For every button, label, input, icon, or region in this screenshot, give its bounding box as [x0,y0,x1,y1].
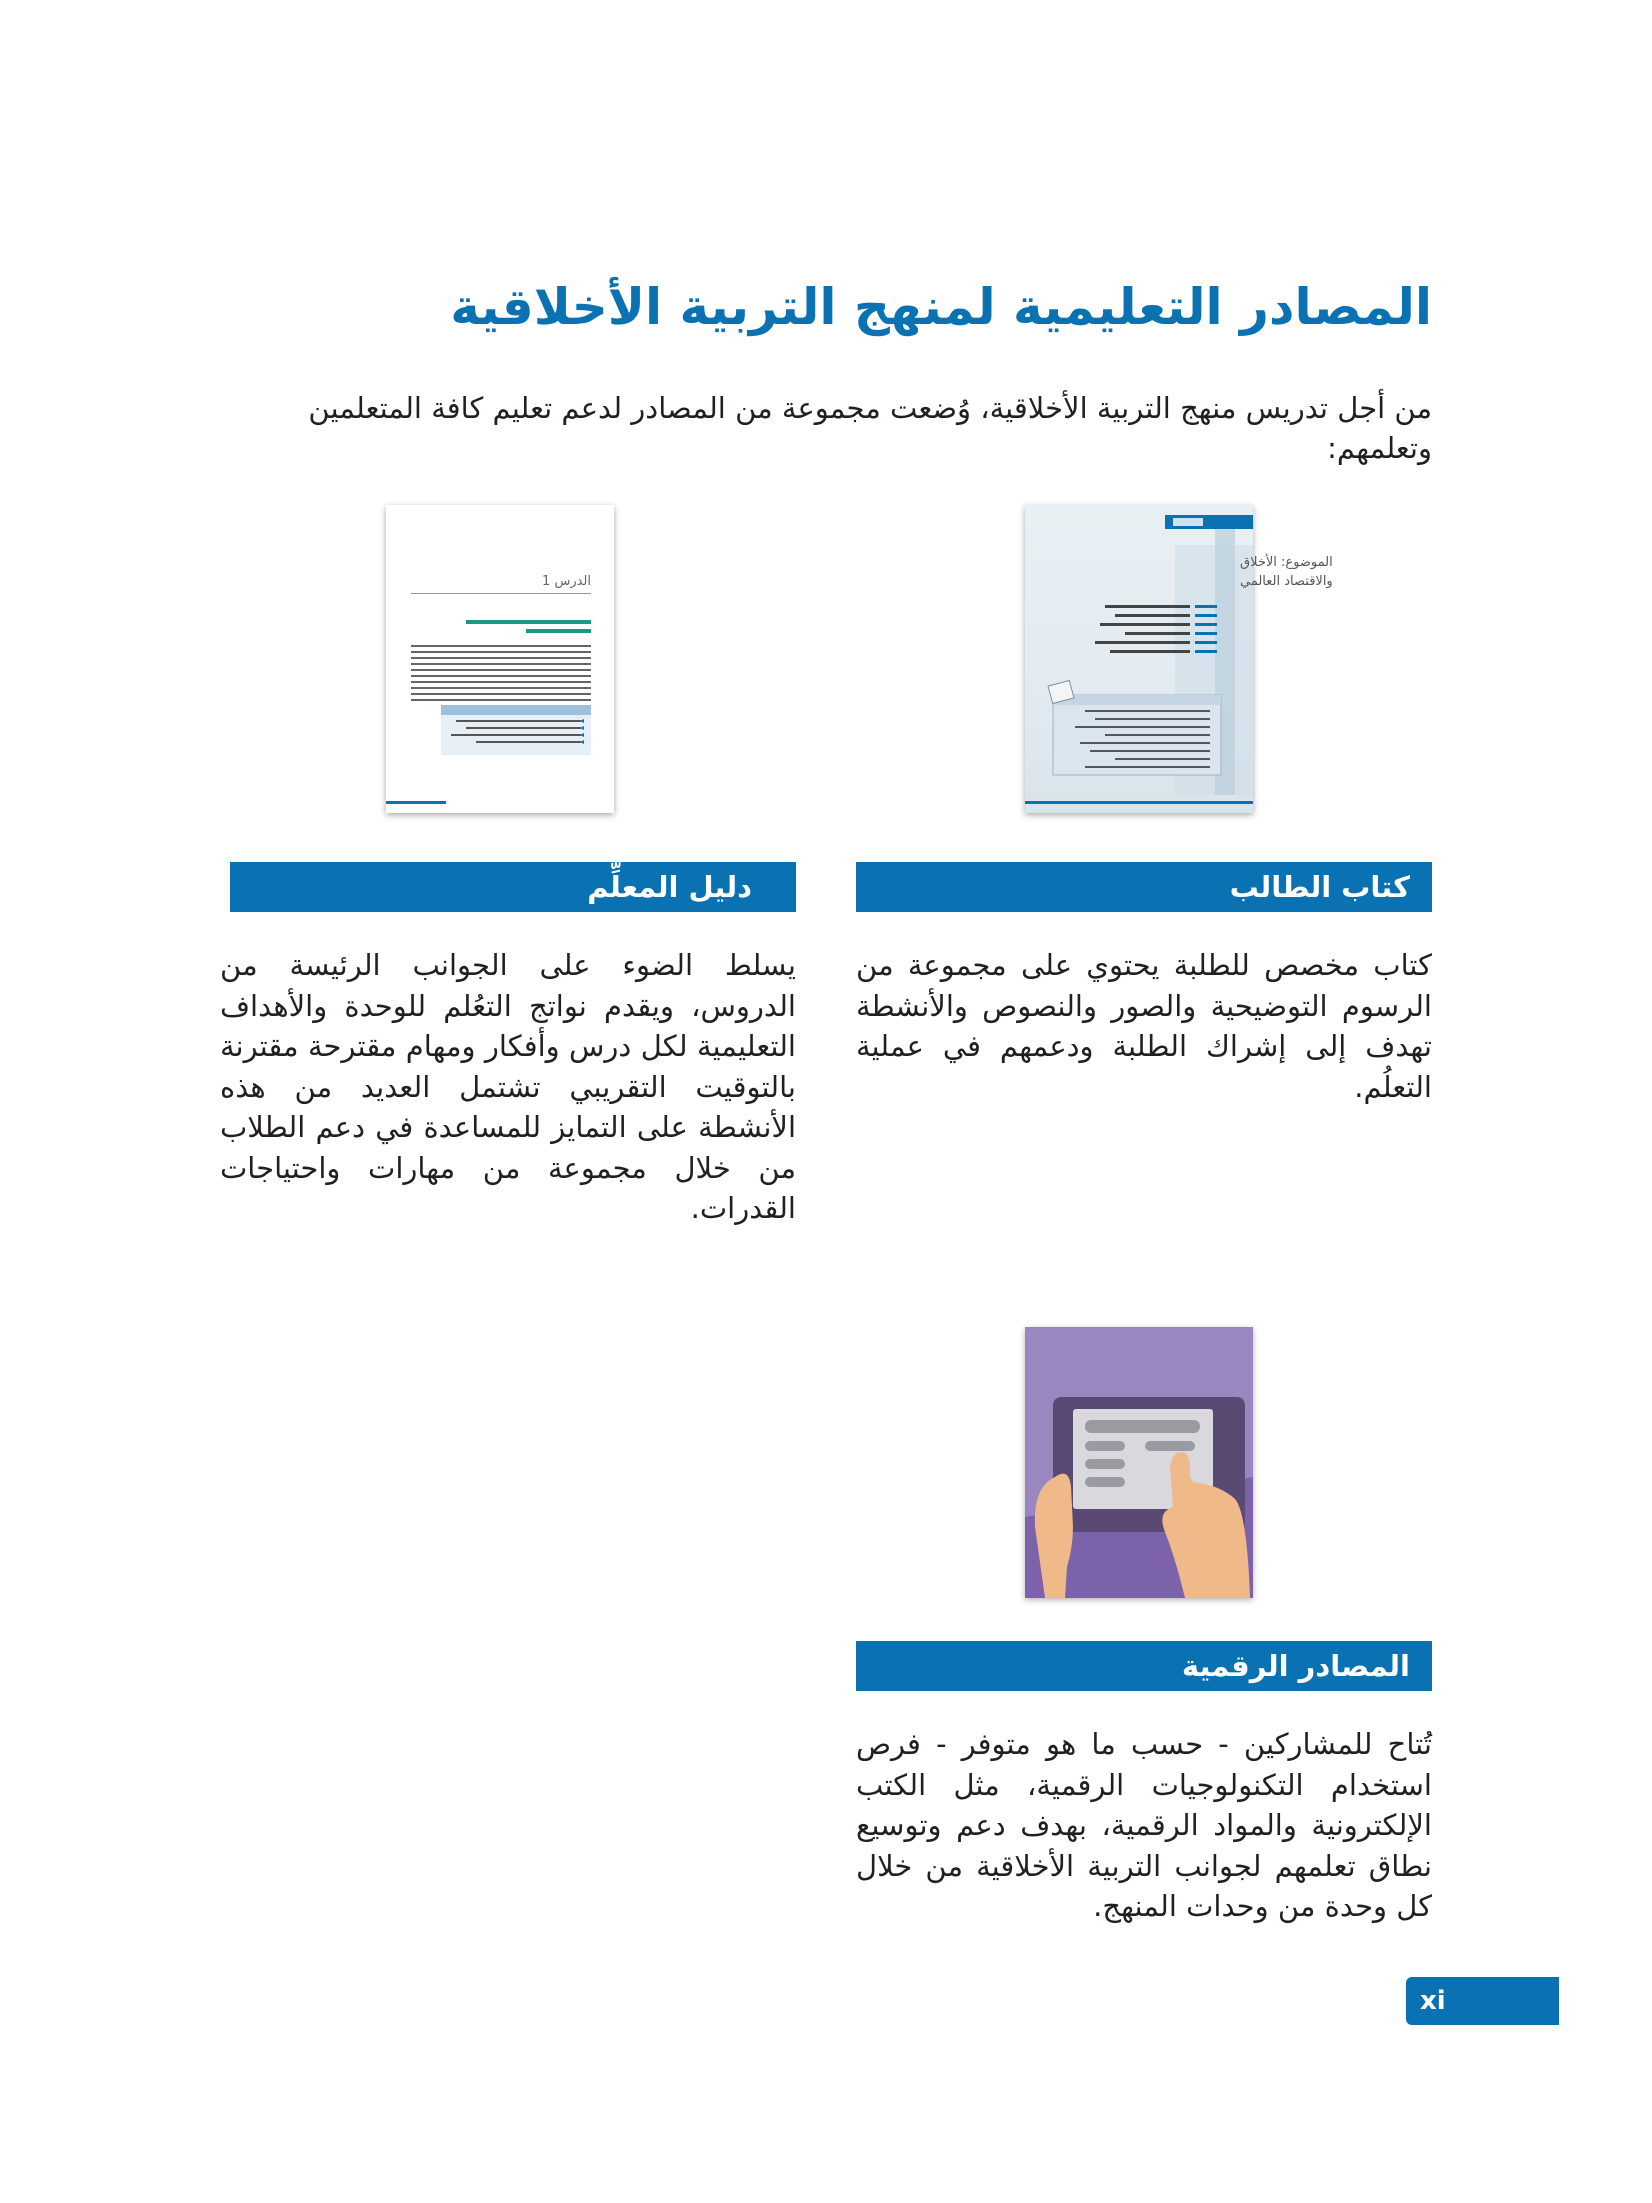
teacher-guide-image [386,505,614,813]
digital-resources-heading-label: المصادر الرقمية [1181,1649,1410,1683]
digital-resources-description: تُتاح للمشاركين - حسب ما هو متوفر - فرص استخدام التكنولوجيات الرقمية، مثل الكتب الإلكترونية والمواد الرقمية، بهدف دعم وتوسيع نطاق تعلمهم لجوانب التربية الأخلاقية من خلال كل وحدة من وحدات المنهج. [856,1727,1432,1923]
student-book-topic-line2: والاقتصاد العالمي [1240,574,1333,589]
digital-resources-heading [856,1641,1432,1691]
student-book-cover-illustration [1025,505,1333,813]
teacher-guide-description: يسلط الضوء على الجوانب الرئيسة من الدروس، ويقدم نواتج التعُلم للوحدة والأهداف التعليمية لكل درس وأفكار ومهام مقترحة مقترنة بالتوقيت التقريبي تشتمل العديد من هذه الأنشطة على التمايز للمساعدة في دعم الطلاب من خلال مجموعة من مهارات واحتياجات القدرات. [220,948,796,1225]
student-book-heading [856,862,1432,912]
tablet-hands-illustration [1025,1327,1253,1598]
teacher-guide-lesson-label: الدرس 1 [542,574,591,589]
student-book-heading-label: كتاب الطالب [1229,870,1410,904]
intro-text: من أجل تدريس منهج التربية الأخلاقية، وُضعت مجموعة من المصادر لدعم تعليم كافة المتعلمين وتعلمهم: [308,391,1432,465]
page-title: المصادر التعليمية لمنهج التربية الأخلاقية [450,278,1432,336]
heading-accent-stripe [220,862,230,912]
digital-resources-image [1025,1327,1253,1598]
student-book-description: كتاب مخصص للطلبة يحتوي على مجموعة من الرسوم التوضيحية والصور والنصوص والأنشطة تهدف إلى إشراك الطلبة ودعمهم في عملية التعلُم. [856,948,1432,1104]
teacher-guide-page-illustration [386,505,614,813]
page-number: xi [1406,1977,1559,2025]
student-book-topic-line1: الموضوع: الأخلاق [1240,555,1333,570]
student-book-image [1025,505,1333,813]
teacher-guide-heading [220,862,796,912]
teacher-guide-heading-label: دليل المعلِّم [587,870,752,904]
